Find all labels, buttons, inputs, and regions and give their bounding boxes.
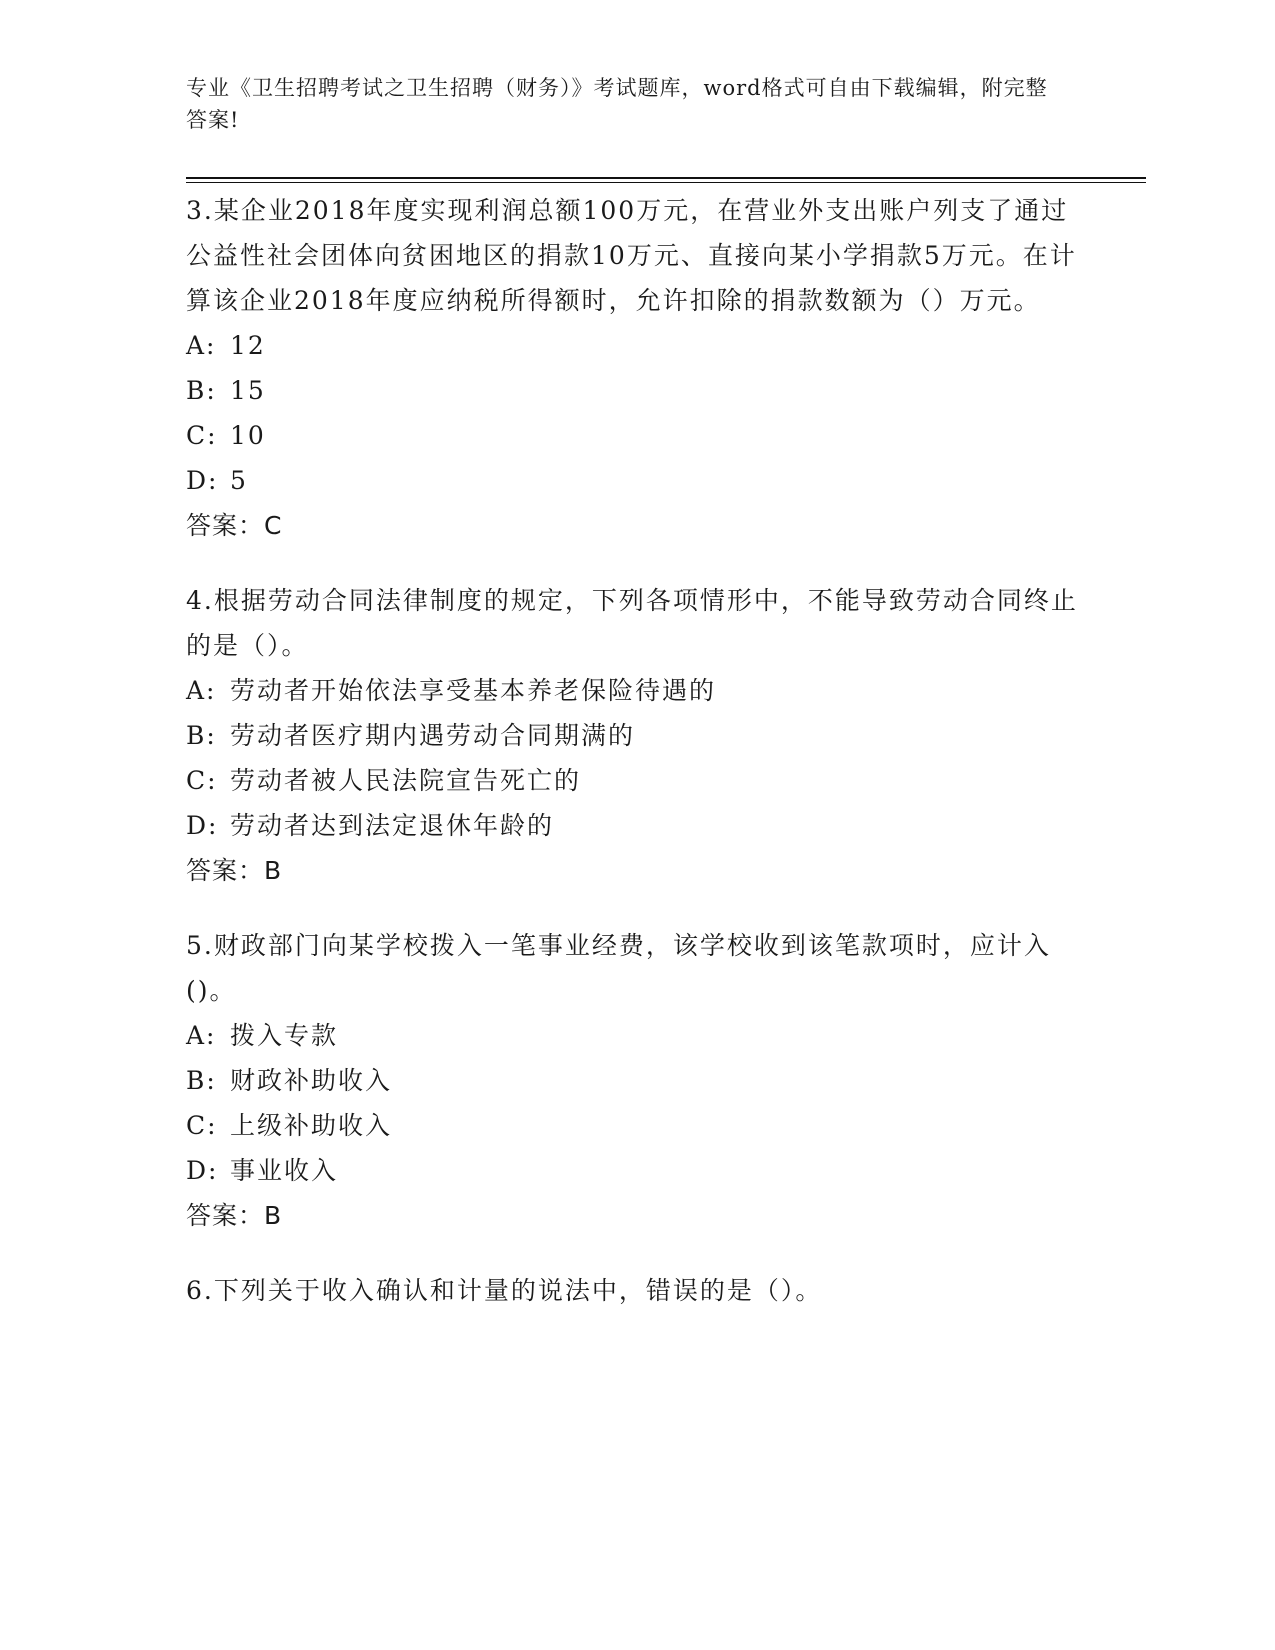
- document-header: [186, 72, 1066, 136]
- option-key: C:: [186, 766, 218, 795]
- question-6: [186, 1268, 1086, 1313]
- option-d: [186, 803, 1086, 848]
- option-key: B:: [186, 1066, 217, 1095]
- option-text: 劳动者被人民法院宣告死亡的: [230, 766, 582, 795]
- header-divider-thin: [186, 182, 1146, 183]
- option-key: D:: [186, 811, 219, 840]
- option-d: [186, 458, 1086, 503]
- option-text: 10: [230, 421, 266, 450]
- question-text: 3.某企业2018年度实现利润总额100万元，在营业外支出账户列支了通过公益性社会团体向贫困地区的捐款10万元、直接向某小学捐款5万元。在计算该企业2018年度应纳税所得额时，允许扣除的捐款数额为（）万元。: [186, 196, 1077, 315]
- option-c: [186, 1103, 1086, 1148]
- answer: 答案：C: [186, 511, 283, 540]
- question-3: [186, 188, 1086, 548]
- option-text: 5: [230, 466, 248, 495]
- option-a: [186, 323, 1086, 368]
- question-5: [186, 923, 1086, 1238]
- question-text: 6.下列关于收入确认和计量的说法中，错误的是（）。: [186, 1276, 823, 1305]
- option-c: [186, 758, 1086, 803]
- answer: 答案：B: [186, 1201, 283, 1230]
- option-key: B:: [186, 721, 217, 750]
- option-key: D:: [186, 1156, 219, 1185]
- option-b: [186, 368, 1086, 413]
- option-d: [186, 1148, 1086, 1193]
- option-text: 劳动者达到法定退休年龄的: [230, 811, 555, 840]
- header-title: 专业《卫生招聘考试之卫生招聘（财务）》考试题库，word格式可自由下载编辑，附完整答案!: [186, 76, 1048, 132]
- option-text: 劳动者开始依法享受基本养老保险待遇的: [230, 676, 717, 705]
- answer: 答案：B: [186, 856, 283, 885]
- option-key: D:: [186, 466, 219, 495]
- option-key: B:: [186, 376, 217, 405]
- option-text: 拨入专款: [230, 1021, 339, 1050]
- option-text: 上级补助收入: [230, 1111, 393, 1140]
- option-key: A:: [186, 676, 217, 705]
- option-b: [186, 713, 1086, 758]
- option-text: 劳动者医疗期内遇劳动合同期满的: [230, 721, 636, 750]
- option-text: 财政补助收入: [230, 1066, 393, 1095]
- option-text: 15: [230, 376, 266, 405]
- question-text: 5.财政部门向某学校拨入一笔事业经费，该学校收到该笔款项时，应计入()。: [186, 931, 1051, 1005]
- question-text: 4.根据劳动合同法律制度的规定，下列各项情形中，不能导致劳动合同终止的是（）。: [186, 586, 1078, 660]
- option-c: [186, 413, 1086, 458]
- option-a: [186, 668, 1086, 713]
- option-key: A:: [186, 1021, 217, 1050]
- option-key: A:: [186, 331, 217, 360]
- option-key: C:: [186, 1111, 218, 1140]
- option-b: [186, 1058, 1086, 1103]
- header-divider-thick: [186, 177, 1146, 179]
- option-text: 12: [230, 331, 266, 360]
- option-key: C:: [186, 421, 218, 450]
- option-a: [186, 1013, 1086, 1058]
- option-text: 事业收入: [230, 1156, 339, 1185]
- question-4: [186, 578, 1086, 893]
- question-list: [186, 188, 1086, 1343]
